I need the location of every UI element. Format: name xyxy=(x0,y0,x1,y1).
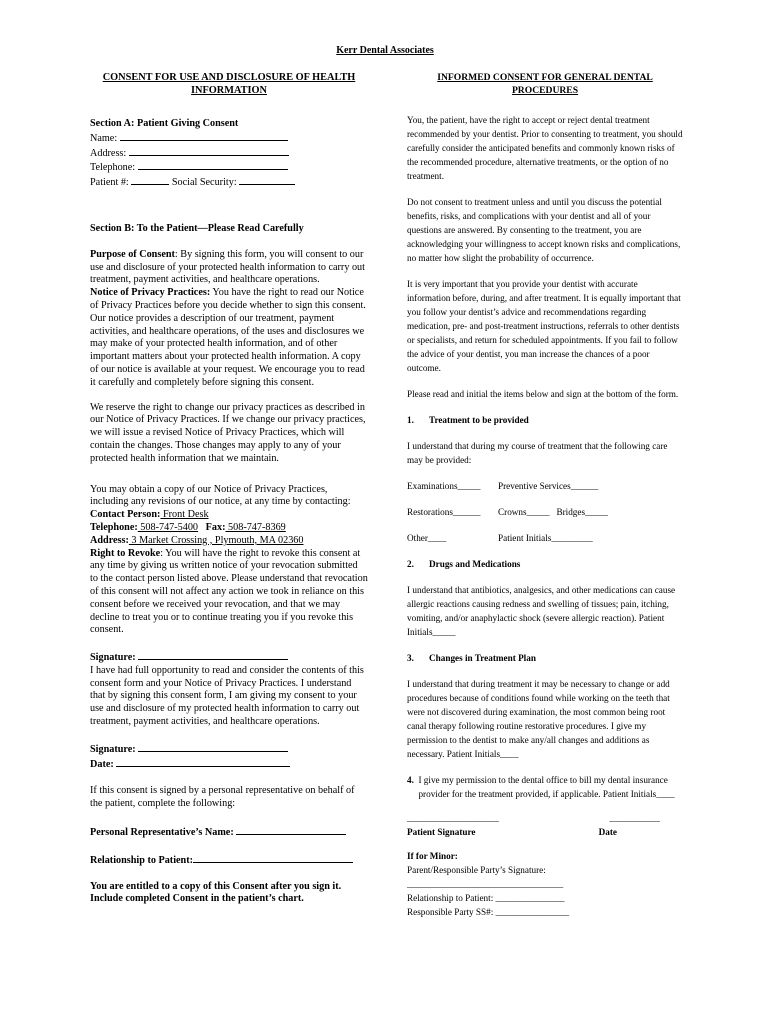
patient-number-input-line[interactable] xyxy=(131,175,169,185)
parent-signature-line[interactable]: __________________________________ xyxy=(407,879,564,889)
notice-label: Notice of Privacy Practices: xyxy=(90,287,211,299)
revoke-label: Right to Revoke xyxy=(90,547,161,559)
section-b-title: Section B: To the Patient—Please Read Carefully xyxy=(90,222,304,234)
crowns-initials[interactable]: Crowns_____ xyxy=(498,507,550,517)
signature-lines xyxy=(407,811,660,825)
care-row-3 xyxy=(407,531,683,545)
rep-name-line[interactable] xyxy=(236,825,346,835)
relationship-label: Relationship to Patient: xyxy=(90,854,194,866)
office-address-value: 3 Market Crossing , Plymouth, MA 02360 xyxy=(128,534,304,546)
privacy-consent-column xyxy=(90,72,368,906)
item1-title: Treatment to be provided xyxy=(429,415,529,425)
purpose-label: Purpose of Consent xyxy=(90,248,175,260)
minor-relationship-field[interactable]: Relationship to Patient: _______________ xyxy=(407,893,565,903)
signature-line[interactable] xyxy=(138,650,288,660)
obtain-paragraph: You may obtain a copy of our Notice of Privacy Practices, including any revisions of our notice, at any time by contacting: xyxy=(90,483,351,508)
name-input-line[interactable] xyxy=(120,131,288,141)
reserve-paragraph: We reserve the right to change our privacy practices as described in our Notice of Privacy Practices. If we change our privacy practices, we will issue a revised Notice of Privacy Practices, which will contain the changes. Those changes may apply to any of your protected health information that we maintain. xyxy=(90,401,366,464)
item1-text: I understand that during my course of treatment that the following care may be provided: xyxy=(407,441,668,465)
patient-signature-label: Patient Signature xyxy=(407,827,476,837)
office-address-label: Address: xyxy=(90,534,129,546)
relationship-field[interactable] xyxy=(90,853,368,868)
bridges-initials[interactable]: Bridges_____ xyxy=(556,507,609,517)
item1-patient-initials[interactable]: Patient Initials_________ xyxy=(498,533,593,543)
item3-heading xyxy=(407,651,683,665)
care-row-2 xyxy=(407,505,683,519)
examinations-initials[interactable]: Examinations_____ xyxy=(407,481,481,491)
section-a-title: Section A: Patient Giving Consent xyxy=(90,118,239,129)
item2-heading xyxy=(407,557,683,571)
signature-labels xyxy=(407,825,617,839)
relationship-line[interactable] xyxy=(193,853,353,863)
office-telephone-label: Telephone: xyxy=(90,521,138,533)
item4-number: 4. xyxy=(407,775,414,785)
telephone-input-line[interactable] xyxy=(138,160,288,170)
patient-signature-line[interactable]: ____________________ xyxy=(407,813,499,823)
patient-date-line[interactable]: ___________ xyxy=(609,813,660,823)
item2-text: I understand that antibiotics, analgesics, and other medications can cause allergic reactions causing redness and swelling of tissues; pain, itching, vomiting, and/or anaphylactic shock (severe allergic reaction). Patient Initials_____ xyxy=(407,585,676,637)
patient-number-field[interactable] xyxy=(90,175,368,190)
item3-text: I understand that during treatment it may be necessary to change or add procedures because of conditions found while working on the teeth that were not discovered during examination, the most common being root canal therapy following routine restorative procedures. I give my permission to the dentist to make any/all changes and additions as necessary. Patient Initials____ xyxy=(407,679,670,759)
rights-paragraph: You, the patient, have the right to accept or reject dental treatment recommended by your dentist. Prior to consenting to treatment, you should carefully consider the anticipated benefits and commonly known risks of the recommended procedure, alternative treatments, or the option of no treatment. xyxy=(407,115,683,181)
rep-name-field[interactable] xyxy=(90,825,368,840)
signature-label: Signature xyxy=(90,652,133,664)
signature-paragraph: I have had full opportunity to read and consider the contents of this consent form and your Notice of Privacy Practices. I understand that by signing this consent form, I am giving my consent to your use and disclosure of my protected health information to carry out treatment, payment activities, and healthcare operations. xyxy=(90,664,364,728)
date-label: Date: xyxy=(90,758,114,770)
signature-colon: : xyxy=(132,652,136,664)
preventive-initials[interactable]: Preventive Services______ xyxy=(498,481,599,491)
fax-value: 508-747-8369 xyxy=(225,521,286,533)
telephone-fax-line xyxy=(90,522,368,535)
address-field[interactable] xyxy=(90,146,368,161)
item2-number: 2. xyxy=(407,559,414,569)
rep-note: If this consent is signed by a personal representative on behalf of the patient, complete the following: xyxy=(90,785,355,810)
fax-label: Fax: xyxy=(205,521,226,533)
notice-text: You have the right to read our Notice of Privacy Practices before you decide whether to sign this consent. Our notice provides a description of our treatment, payment activities, and healthcare operations, of the uses and disclosures we may make of your protected health information, and of other important matters about your protected health information. A copy of our notice is available at your request. We encourage you to read it carefully and completely before signing this consent. xyxy=(90,287,366,388)
contact-label: Contact Person: xyxy=(90,509,161,521)
do-not-consent-paragraph: Do not consent to treatment unless and until you discuss the potential benefits, risks, and complications with your dentist and all of your questions are answered. By consenting to the treatment, you are acknowledging your willingness to accept known risks and complications, no matter how slight the probability of occurrence. xyxy=(407,197,681,263)
contact-value: Front Desk xyxy=(160,509,209,521)
dental-consent-heading: INFORMED CONSENT FOR GENERAL DENTAL PROCEDURES xyxy=(437,72,653,96)
parent-signature-label: Parent/Responsible Party’s Signature: xyxy=(407,865,546,875)
revoke-paragraph xyxy=(90,548,368,638)
address-input-line[interactable] xyxy=(129,146,289,156)
name-label: Name: xyxy=(90,132,118,144)
item4-text: I give my permission to the dental office to bill my dental insurance provider for the treatment provided, if applicable. Patient Initials____ xyxy=(418,775,675,799)
item2-title: Drugs and Medications xyxy=(429,559,521,569)
purpose-text: : By signing this form, you will consent to our use and disclosure of your protected health information to carry out treatment, payment activities, and healthcare operations. xyxy=(90,248,365,286)
instructions-paragraph: Please read and initial the items below and sign at the bottom of the form. xyxy=(407,389,679,399)
signature2-field[interactable] xyxy=(90,742,368,757)
minor-title: If for Minor: xyxy=(407,851,458,861)
item4 xyxy=(407,773,683,801)
patient-date-label: Date xyxy=(598,827,617,837)
rep-name-label: Personal Representative’s Name: xyxy=(90,827,234,839)
item1-heading xyxy=(407,413,683,427)
office-address-line xyxy=(90,535,368,548)
signature2-label: Signature: xyxy=(90,743,136,755)
care-row-1 xyxy=(407,479,683,493)
date-line[interactable] xyxy=(116,757,290,767)
responsible-ssn-field[interactable]: Responsible Party SS#: ________________ xyxy=(407,907,570,917)
page-title: Kerr Dental Associates xyxy=(336,45,434,56)
item3-number: 3. xyxy=(407,653,414,663)
revoke-text: : You will have the right to revoke this consent at any time by giving us written notice of your revocation submitted to the contact person listed above. Please understand that revocation of this consent will not affect any action we took in reliance on this consent before we received your revocation, and that we may decline to treat you or to continue treating you if you revoke this consent. xyxy=(90,547,368,636)
ssn-label: Social Security: xyxy=(171,177,237,189)
contact-line xyxy=(90,509,368,522)
accurate-info-paragraph: It is very important that you provide your dentist with accurate information before, during, and after treatment. It is equally important that you follow your dentist’s advice and recommendations regarding medication, pre- and post-treatment instructions, referrals to other dentists or specialists, and return for scheduled appointments. If you fail to follow the advice of your dentist, you man increase the chances of a poor outcome. xyxy=(407,279,681,373)
dental-consent-column xyxy=(407,72,683,919)
signature2-line[interactable] xyxy=(138,742,288,752)
item3-title: Changes in Treatment Plan xyxy=(429,653,536,663)
ssn-input-line[interactable] xyxy=(239,175,295,185)
office-telephone-value: 508-747-5400 xyxy=(137,521,199,533)
address-label: Address: xyxy=(90,147,127,159)
signature-heading-line[interactable] xyxy=(90,650,368,665)
purpose-paragraph xyxy=(90,249,368,287)
privacy-consent-heading: CONSENT FOR USE AND DISCLOSURE OF HEALTH INFORMATION xyxy=(102,72,356,96)
notice-paragraph xyxy=(90,287,368,389)
restorations-initials[interactable]: Restorations______ xyxy=(407,507,481,517)
name-field[interactable] xyxy=(90,131,368,146)
date-field[interactable] xyxy=(90,757,368,772)
other-initials[interactable]: Other____ xyxy=(407,533,447,543)
entitled-note: You are entitled to a copy of this Consent after you sign it. Include completed Consent in the patient’s chart. xyxy=(90,880,342,905)
patient-number-label: Patient #: xyxy=(90,177,129,189)
item1-number: 1. xyxy=(407,415,414,425)
telephone-field[interactable] xyxy=(90,160,368,175)
telephone-label: Telephone: xyxy=(90,162,136,174)
